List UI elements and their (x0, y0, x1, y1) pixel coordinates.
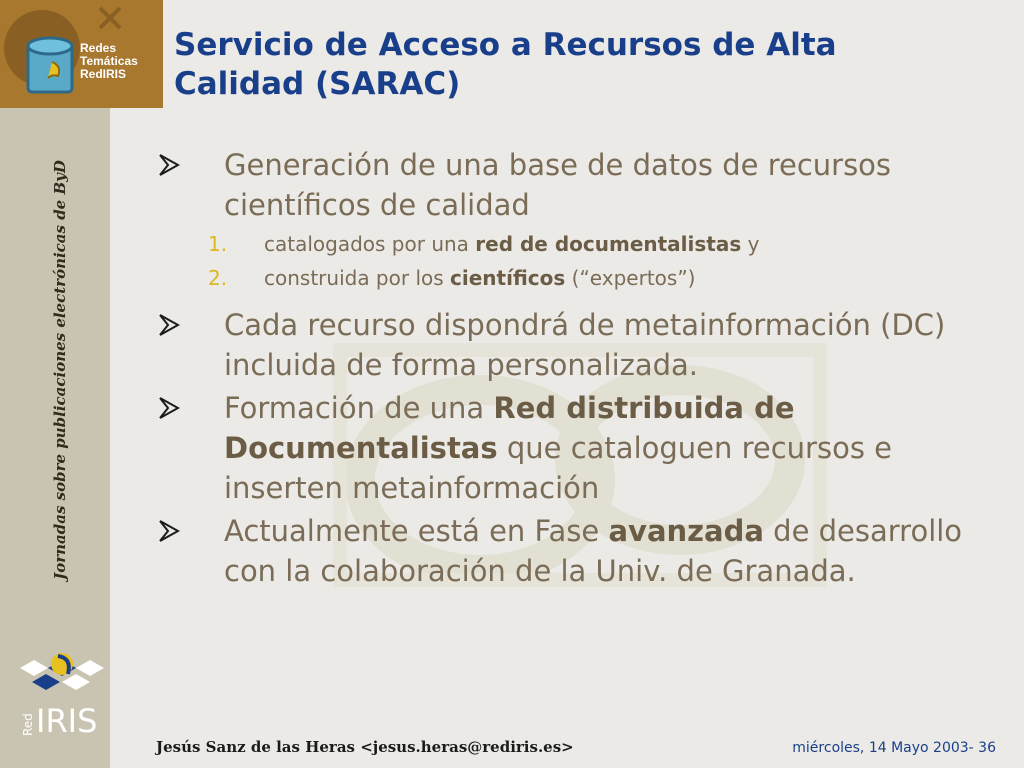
bullet-text: Generación de una base de datos de recursos científicos de calidad (224, 148, 892, 222)
footer-date-page: miércoles, 14 Mayo 2003- 36 (792, 740, 996, 756)
title-line-1: Servicio de Acceso a Recursos de Alta (174, 27, 837, 63)
title-line-2: Calidad (SARAC) (174, 66, 461, 102)
footer-author: Jesús Sanz de las Heras <jesus.heras@rediris.es> (156, 738, 574, 756)
bullet-item: Actualmente está en Fase avanzada de desarrollo con la colaboración de la Univ. de Granada. (158, 511, 998, 591)
bullet-item (158, 305, 998, 385)
rediris-mark-icon (18, 648, 108, 738)
numbered-item: 1. catalogados por una red de documentalistas y (158, 229, 998, 259)
rediris-logo (18, 648, 108, 738)
sidebar-vertical-title: Jornadas sobre publicaciones electrónicas de ByD (51, 160, 69, 580)
arrow-bullet-icon (158, 396, 180, 420)
item-number: 1. (208, 232, 228, 256)
slide-content (158, 145, 998, 594)
item-number: 2. (208, 266, 228, 290)
arrow-bullet-icon (158, 313, 180, 337)
numbered-item: 2. construida por los científicos (“expertos”) (158, 263, 998, 293)
arrow-bullet-icon (158, 519, 180, 543)
numbered-sublist (158, 229, 998, 293)
bullet-item: Formación de una Red distribuida de Documentalistas que cataloguen recursos e inserten metainformación (158, 388, 998, 508)
logo-text: Redes Temáticas RedIRIS (80, 41, 138, 81)
bullet-item (158, 145, 998, 225)
bullet-text: Cada recurso dispondrá de metainformación (DC) incluida de forma personalizada. (224, 308, 946, 382)
slide-title (174, 26, 994, 104)
svg-text:Red: Red (21, 713, 35, 736)
svg-text:IRIS: IRIS (36, 702, 98, 738)
arrow-bullet-icon (158, 153, 180, 177)
redes-tematicas-logo (0, 0, 163, 108)
